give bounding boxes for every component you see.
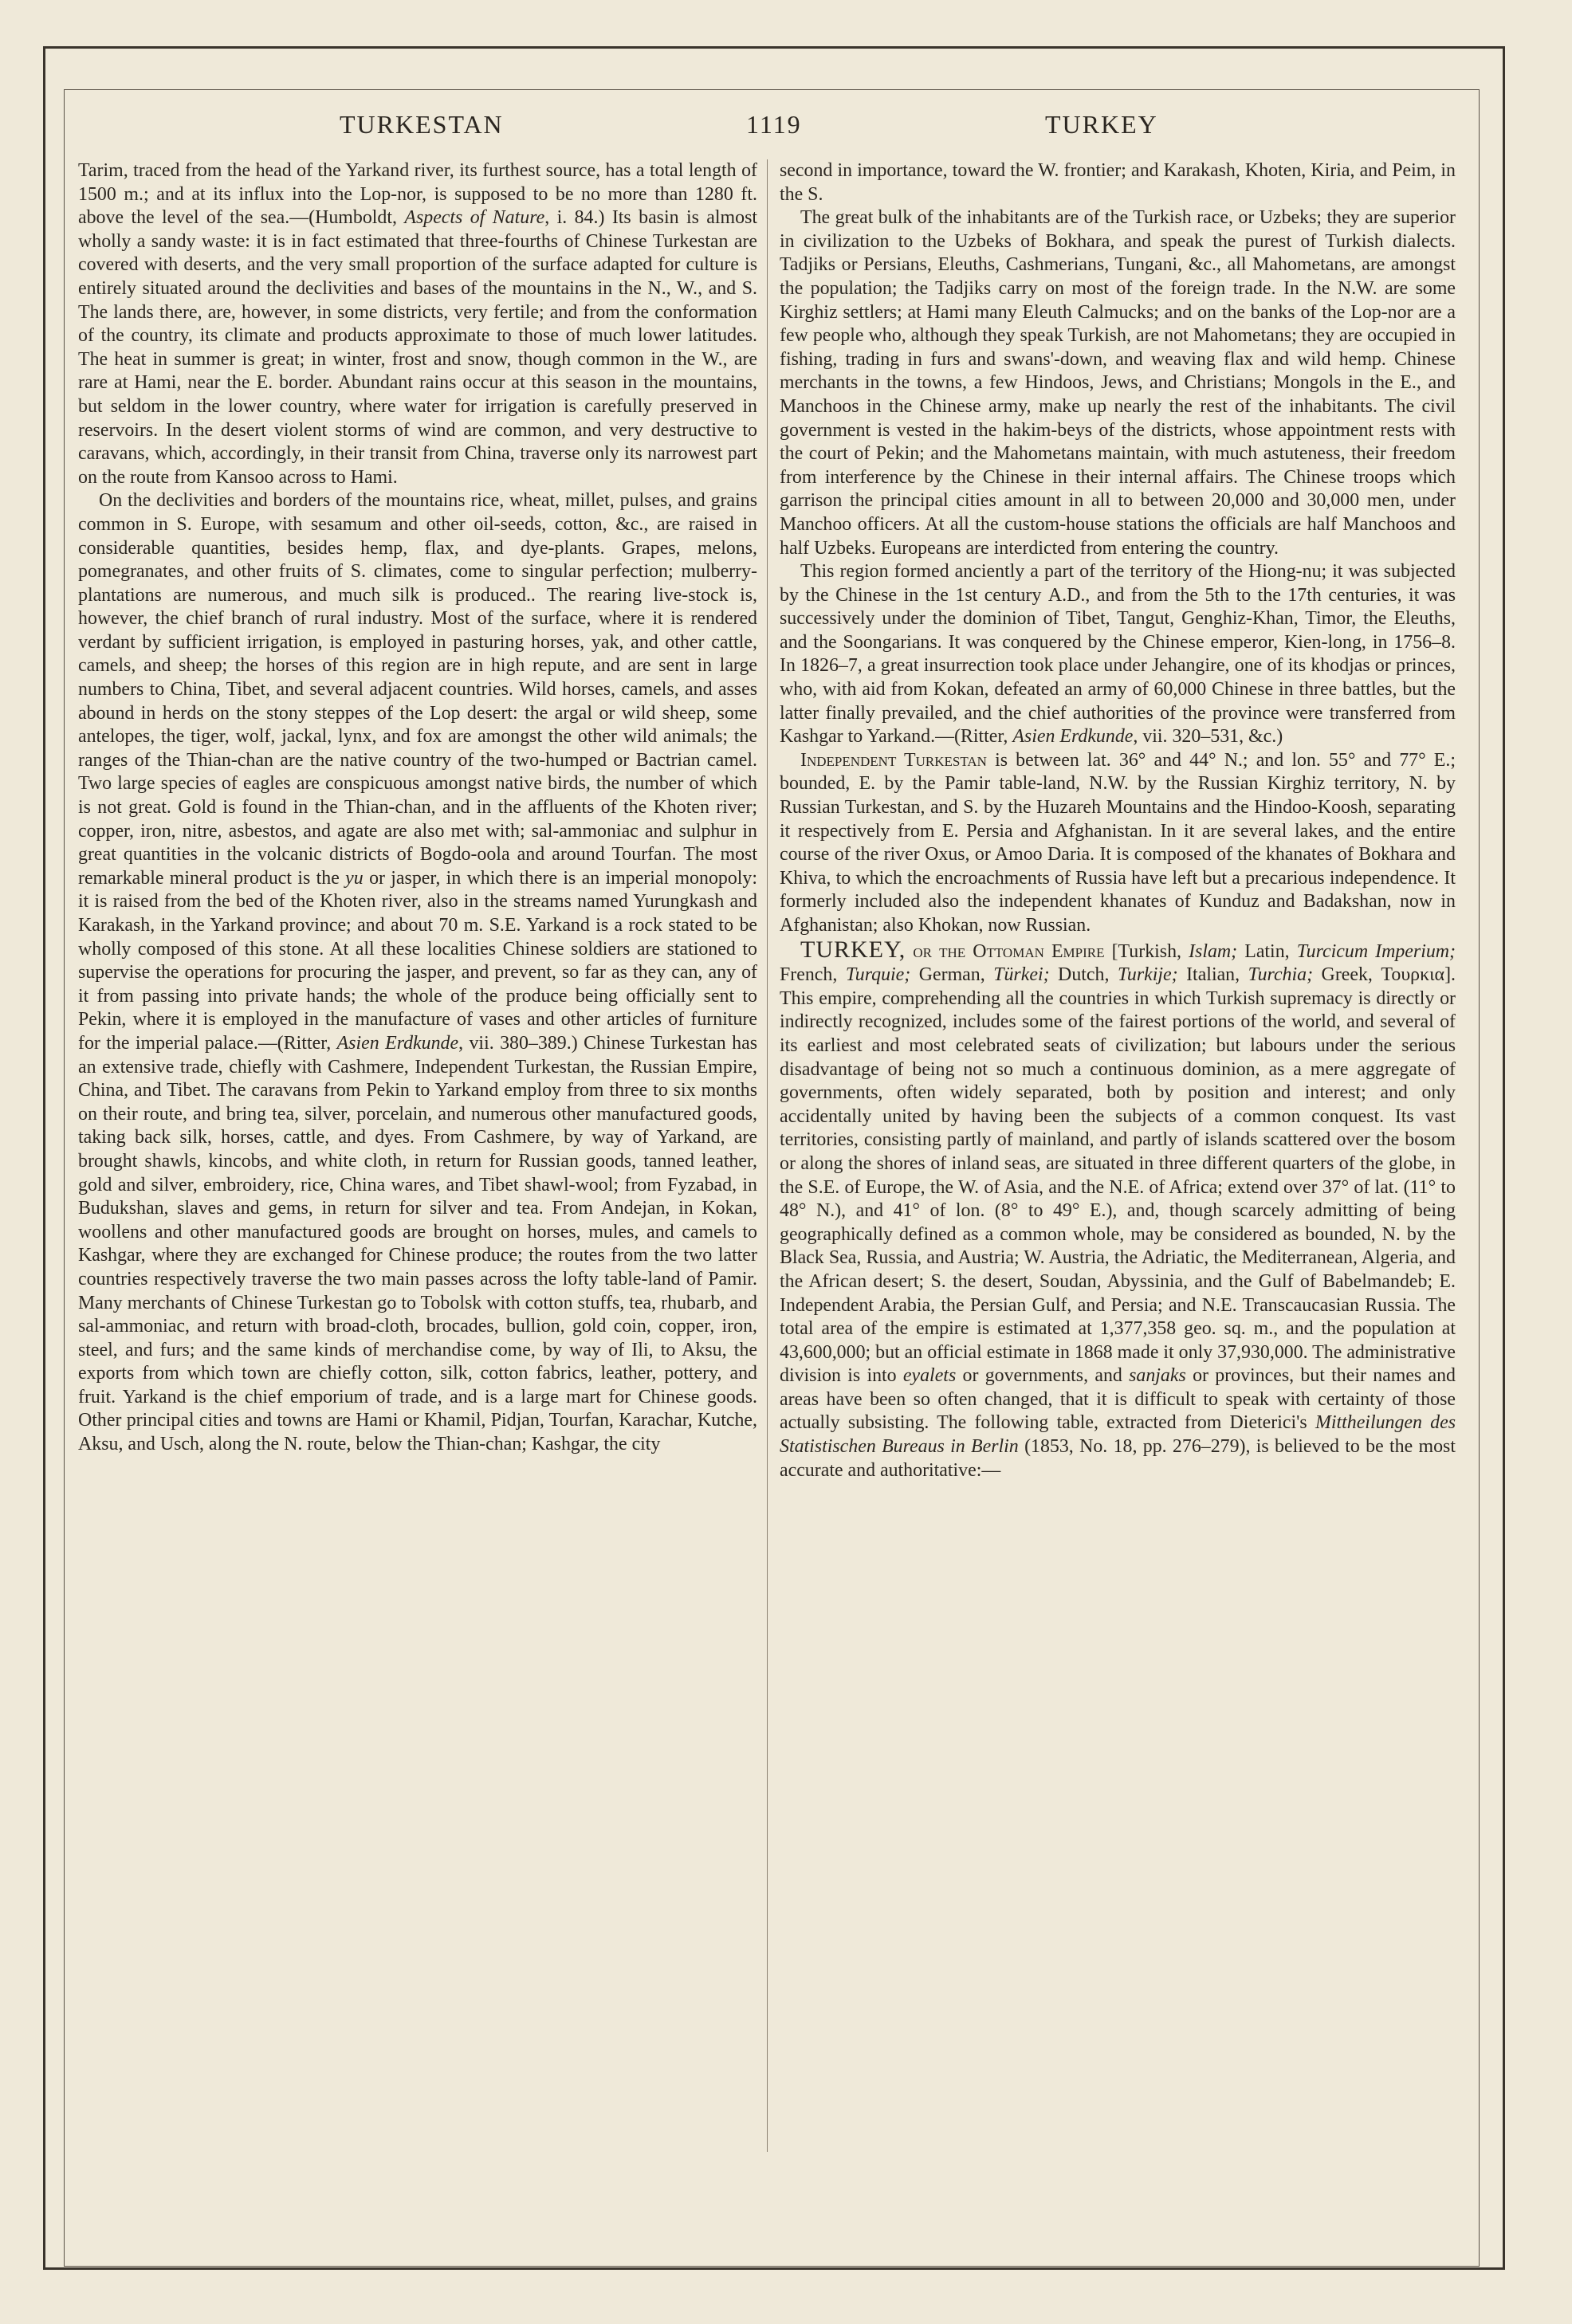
paragraph: This region formed anciently a part of the territory of the Hiong-nu; it was subjected by the Chinese in the 1st century A.D., and from the 5th to the 17th centuries, it was successively under the dominion of Tibet, Tangut, Genghiz-Khan, Timor, the Eleuths, and the Soongarians. It was conquered by the Chinese emperor, Kien-long, in 1756–8. In 1826–7, a great insurrection took place under Jehangire, one of its khodjas or princes, who, with aid from Kokan, defeated an army of 60,000 Chinese in three battles, but the latter finally prevailed, and the chief authorities of the province were transferred from Kashgar to Yarkand.—(Ritter, Asien Erdkunde, vii. 320–531, &c.): [780, 561, 1456, 748]
paragraph: The great bulk of the inhabitants are of the Turkish race, or Uzbeks; they are superior in civilization to the Uzbeks of Bokhara, and speak the purest of Turkish dialects. Tadjiks or Persians, Eleuths, Cashmerians, Tungani, &c., all Mahometans, are amongst the population; the Tadjiks carry on most of the foreign trade. In the N.W. are some Kirghiz settlers; at Hami many Eleuth Calmucks; and on the banks of the Lop-nor are a few people who, although they speak Turkish, are not Mahometans; they are occupied in fishing, trading in furs and swans'-down, and weaving flax and wild hemp. Chinese merchants in the towns, a few Hindoos, Jews, and Christians; Mongols in the E., and Manchoos in the Chinese army, make up nearly the rest of the inhabitants. The civil government is vested in the hakim-beys of the districts, whose appointment rests with the court of Pekin; and the Mahometans maintain, with much astuteness, their freedom from interference by the Chinese in their internal affairs. The Chinese troops which garrison the principal cities amount in all to between 20,000 and 30,000 men, under Manchoo officers. At all the custom-house stations the officials are half Manchoos and half Uzbeks. Europeans are interdicted from entering the country.: [780, 207, 1456, 559]
column-divider: [767, 159, 768, 2152]
paragraph: On the declivities and borders of the mountains rice, wheat, millet, pulses, and grains common in S. Europe, with sesamum and other oil-seeds, cotton, &c., are raised in considerable quantities, besides hemp, flax, and dye-plants. Grapes, melons, pomegranates, and other fruits of S. climates, come to singular perfection; mulberry-plantations are numerous, and much silk is produced.. The rearing live-stock is, however, the chief branch of rural industry. Most of the surface, where it is rendered verdant by sufficient irrigation, is employed in pasturing horses, yak, and other cattle, camels, and sheep; the horses of this region are in high repute, and are sent in large numbers to China, Tibet, and several adjacent countries. Wild horses, camels, and asses abound in herds on the stony steppes of the Lop desert: the argal or wild sheep, some antelopes, the tiger, wolf, jackal, lynx, and fox are amongst the other wild animals; the ranges of the Thian-chan are the native country of the two-humped or Bactrian camel. Two large species of eagles are conspicuous amongst native birds, the number of which is not great. Gold is found in the Thian-chan, and in the affluents of the Khoten river; copper, iron, nitre, asbestos, and agate are also met with; sal-ammoniac and sulphur in great quantities in the volcanic districts of Bogdo-oola and around Tourfan. The most remarkable mineral product is the yu or jasper, in which there is an imperial monopoly: it is raised from the bed of the Khoten river, also in the streams named Yurungkash and Karakash, in the Yarkand province; and about 70 m. S.E. Yarkand is a rock stated to be wholly composed of this stone. At all these localities Chinese soldiers are stationed to supervise the operations for procuring the jasper, and prevent, so far as they can, any of it from passing into private hands; the whole of the produce being officially sent to Pekin, where it is employed in the manufacture of vases and other articles of furniture for the imperial palace.—(Ritter, Asien Erdkunde, vii. 380–389.) Chinese Turkestan has an extensive trade, chiefly with Cashmere, Independent Turkestan, the Russian Empire, China, and Tibet. The caravans from Pekin to Yarkand employ from three to six months on their route, and bring tea, silver, porcelain, and numerous other manufactured goods, taking back silk, horses, cattle, and dyes. From Cashmere, by way of Yarkand, are brought shawls, kincobs, and white cloth, in return for Russian goods, tanned leather, gold and silver, embroidery, rice, China wares, and Tibet shawl-wool; from Fyzabad, in Budukshan, slaves and gems, in return for silver and tea. From Andejan, in Kokan, woollens and other manufactured goods are brought on horses, mules, and camels to Kashgar, where they are exchanged for Chinese produce; the routes from the two latter countries respectively traverse the two main passes across the lofty table-land of Pamir. Many merchants of Chinese Turkestan go to Tobolsk with cotton stuffs, tea, rhubarb, and sal-ammoniac, and return with broad-cloth, brocades, bullion, gold coin, copper, iron, steel, and furs; and the same kinds of merchandise come, by way of Ili, to Aksu, the exports from which town are chiefly cotton, silk, cotton fabrics, leather, pottery, and fruit. Yarkand is the chief emporium of trade, and is a large mart for Chinese goods. Other principal cities and towns are Hami or Khamil, Pidjan, Tourfan, Karachar, Kutche, Aksu, and Usch, along the N. route, below the Thian-chan; Kashgar, the city: [78, 490, 758, 1455]
right-column: [780, 159, 1456, 1482]
running-head-left: TURKESTAN: [340, 110, 504, 139]
paragraph: TURKEY, or the Ottoman Empire [Turkish, Islam; Latin, Turcicum Imperium; French, Turquie; German, Türkei; Dutch, Turkije; Italian, Turchia; Greek, Τουρκια]. This empire, comprehending all the countries in which Turkish supremacy is directly or indirectly recognized, includes some of the fairest portions of the world, and several of its earliest and most celebrated seats of civilization; but labours under the serious disadvantage of being not so much a continuous dominion, as a mere aggregate of governments, often widely separated, both by position and interest; and only accidentally united by having been the subjects of a common conquest. Its vast territories, consisting partly of mainland, and partly of islands scattered over the bosom or along the shores of inland seas, are situated in three different quarters of the globe, in the S.E. of Europe, the W. of Asia, and the N.E. of Africa; extend over 37° of lat. (11° to 48° N.), and 41° of lon. (8° to 49° E.), and, though scarcely admitting of being geographically defined as a common whole, may be considered as bounded, N. by the Black Sea, Russia, and Austria; W. Austria, the Adriatic, the Mediterranean, Algeria, and the African desert; S. the desert, Soudan, Abyssinia, and the Gulf of Babelmandeb; E. Independent Arabia, the Persian Gulf, and Persia; and N.E. Transcaucasian Russia. The total area of the empire is estimated at 1,377,358 geo. sq. m., and the population at 43,600,000; but an official estimate in 1868 made it only 37,930,000. The administrative division is into eyalets or governments, and sanjaks or provinces, but their names and areas have been so often changed, that it is difficult to speak with certainty of those actually subsisting. The following table, extracted from Dieterici's Mittheilungen des Statistischen Bureaus in Berlin (1853, No. 18, pp. 276–279), is believed to be the most accurate and authoritative:—: [780, 936, 1456, 1481]
running-head-right: TURKEY: [1045, 110, 1158, 139]
entry-heading: TURKEY,: [800, 936, 906, 963]
page-header: [77, 110, 1467, 145]
paragraph: second in importance, toward the W. frontier; and Karakash, Khoten, Kiria, and Peim, in the S.: [780, 160, 1456, 205]
paragraph: Independent Turkestan is between lat. 36° and 44° N.; and lon. 55° and 77° E.; bounded, E. by the Pamir table-land, N.W. by the Russian Kirghiz territory, N. by Russian Turkestan, and S. by the Huzareh Mountains and the Hindoo-Koosh, separating it respectively from E. Persia and Afghanistan. In it are several lakes, and the entire course of the river Oxus, or Amoo Daria. It is composed of the khanates of Bokhara and Khiva, to which the encroachments of Russia have left but a precarious independence. It formerly included also the independent khanates of Kunduz and Badakshan, now in Afghanistan; also Khokan, now Russian.: [780, 749, 1456, 936]
left-column: [78, 159, 757, 1457]
entry-heading: Independent Turkestan: [800, 749, 987, 771]
page-number: 1119: [746, 110, 802, 139]
paragraph: Tarim, traced from the head of the Yarkand river, its furthest source, has a total length of 1500 m.; and at its influx into the Lop-nor, is supposed to be no more than 1280 ft. above the level of the sea.—(Humboldt, Aspects of Nature, i. 84.) Its basin is almost wholly a sandy waste: it is in fact estimated that three-fourths of Chinese Turkestan are covered with deserts, and the very small proportion of the surface adapted for culture is entirely situated around the declivities and bases of the mountains in the N., W., and S. The lands there, are, however, in some districts, very fertile; and from the conformation of the country, its climate and products approximate to those of much lower latitudes. The heat in summer is great; in winter, frost and snow, though common in the W., are rare at Hami, near the E. border. Abundant rains occur at this season in the mountains, but seldom in the lower country, where water for irrigation is carefully preserved in reservoirs. In the desert violent storms of wind are common, and very destructive to caravans, which, accordingly, in their transit from China, traverse only its narrowest part on the route from Kansoo across to Hami.: [78, 160, 758, 488]
